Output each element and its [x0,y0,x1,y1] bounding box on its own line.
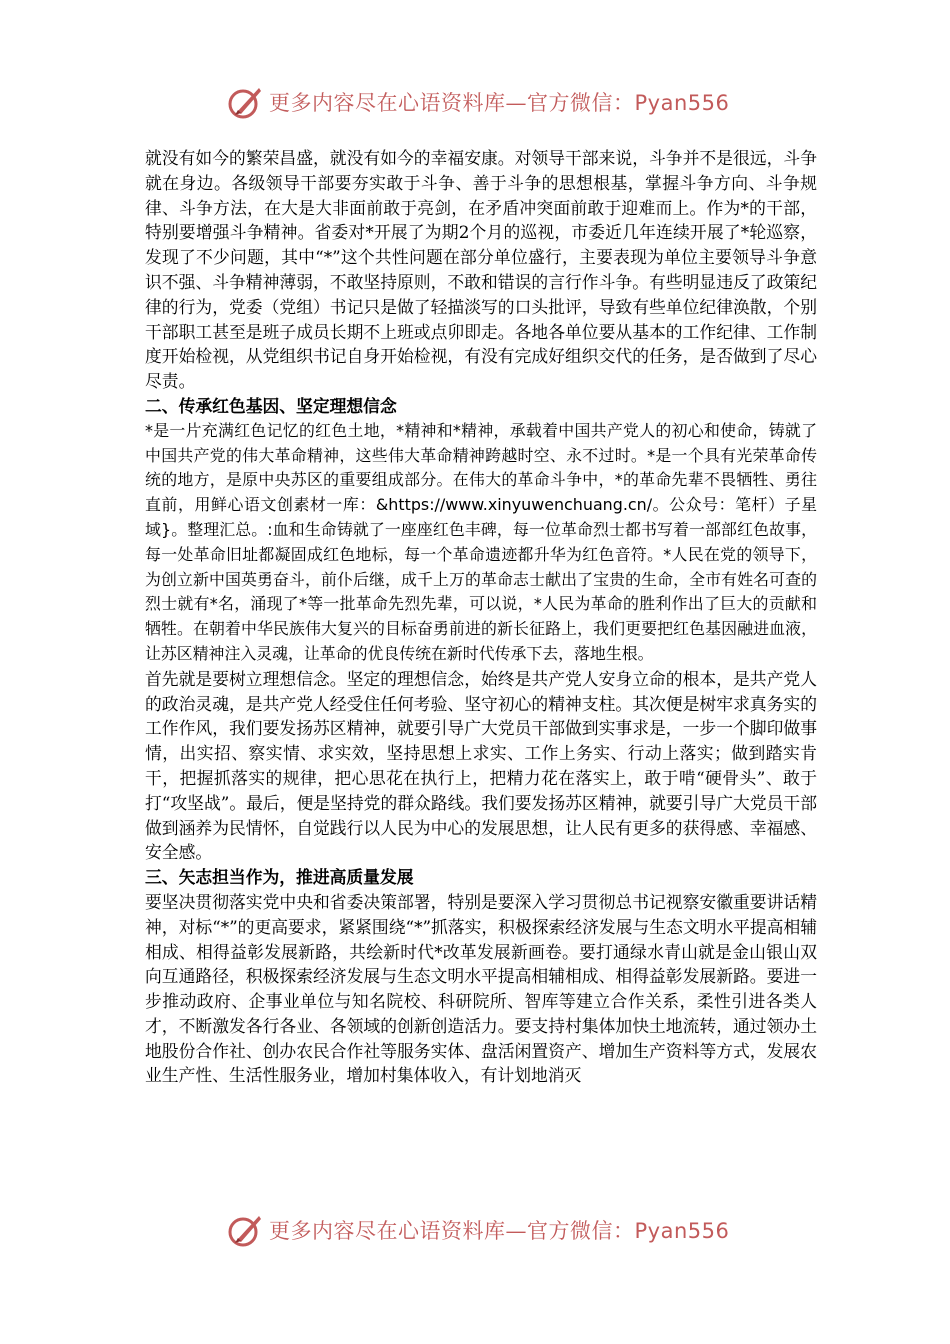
paragraph-red-land: *是一片充满红色记忆的红色土地，*精神和*精神，承载着中国共产党人的初心和使命，铸就了中国共产党的伟大革命精神，这些伟大革命精神跨越时空、永不过时。*是一个具有光荣革命传统的地方，是原中央苏区的重要组成部分。在伟大的革命斗争中，*的革命先辈不畏牺牲、勇往直前，用鲜心语文创素材一库：&https://www.xinyuwenchuang.cn/。公众号：笔杆）子星域}。整理汇总。:血和生命铸就了一座座红色丰碑，每一位革命烈士都书写着一部部红色故事，每一处革命旧址都凝固成红色地标，每一个革命遗迹都升华为红色音符。*人民在党的领导下，为创立新中国英勇奋斗，前仆后继，成千上万的革命志士献出了宝贵的生命，全市有姓名可查的烈士就有*名，涌现了*等一批革命先烈先辈，可以说，*人民为革命的胜利作出了巨大的贡献和牺牲。在朝着中华民族伟大复兴的目标奋勇前进的新长征路上，我们更要把红色基因融进血液，让苏区精神注入灵魂，让革命的优良传统在新时代传承下去，落地生根。 [145,420,817,663]
paragraph-struggle: 就没有如今的繁荣昌盛，就没有如今的幸福安康。对领导干部来说，斗争并不是很远，斗争就在身边。各级领导干部要夯实敢于斗争、善于斗争的思想根基，掌握斗争方向、斗争规律、斗争方法，在大是大非面前敢于亮剑，在矛盾冲突面前敢于迎难而上。作为*的干部，特别要增强斗争精神。省委对*开展了为期2个月的巡视，市委近几年连续开展了*轮巡察，发现了不少问题，其中“*”这个共性问题在部分单位盛行，主要表现为单位主要领导斗争意识不强、斗争精神薄弱，不敢坚持原则，不敢和错误的言行作斗争。有些明显违反了政策纪律的行为，党委（党组）书记只是做了轻描淡写的口头批评，导致有些单位纪律涣散，个别干部职工甚至是班子成员长期不上班或点卯即走。各地各单位要从基本的工作纪律、工作制度开始检视，从党组织书记自身开始检视，有没有完成好组织交代的任务，是否做到了尽心尽责。 [145,148,817,392]
banner-text: 更多内容尽在心语资料库—官方微信：Pyan556 [269,1219,730,1243]
banner-text: 更多内容尽在心语资料库—官方微信：Pyan556 [269,91,730,115]
section-heading-2: 二、传承红色基因、坚定理想信念 [145,395,397,416]
quill-pen-logo-icon [225,1210,265,1250]
document-body [145,146,817,1088]
footer-banner [225,1210,745,1250]
header-banner [225,82,745,122]
paragraph-development: 要坚决贯彻落实党中央和省委决策部署，特别是要深入学习贯彻总书记视察安徽重要讲话精神，对标“*”的更高要求，紧紧围绕“*”抓落实，积极探索经济发展与生态文明水平提高相辅相成、相得益彰发展新路，共绘新时代*改革发展新画卷。要打通绿水青山就是金山银山双向互通路径，积极探索经济发展与生态文明水平提高相辅相成、相得益彰发展新路。要进一步推动政府、企事业单位与知名院校、科研院所、智库等建立合作关系，柔性引进各类人才，不断激发各行各业、各领域的创新创造活力。要支持村集体加快土地流转，通过领办土地股份合作社、创办农民合作社等服务实体、盘活闲置资产、增加生产资料等方式，发展农业生产性、生活性服务业，增加村集体收入，有计划地消灭 [145,891,818,1086]
quill-pen-logo-icon [225,82,265,122]
section-heading-3: 三、矢志担当作为，推进高质量发展 [145,867,414,888]
paragraph-ideals: 首先就是要树立理想信念。坚定的理想信念，始终是共产党人安身立命的根本，是共产党人的政治灵魂，是共产党人经受住任何考验、坚守初心的精神支柱。其次便是树牢求真务实的工作作风，我们要发扬苏区精神，就要引导广大党员干部做到实事求是，一步一个脚印做事情，出实招、察实情、求实效，坚持思想上求实、工作上务实、行动上落实；做到踏实肯干，把握抓落实的规律，把心思花在执行上，把精力花在落实上，敢于啃“硬骨头”、敢于打“攻坚战”。最后，便是坚持党的群众路线。我们要发扬苏区精神，就要引导广大党员干部做到涵养为民情怀，自觉践行以人民为中心的发展思想，让人民有更多的获得感、幸福感、安全感。 [145,668,817,863]
